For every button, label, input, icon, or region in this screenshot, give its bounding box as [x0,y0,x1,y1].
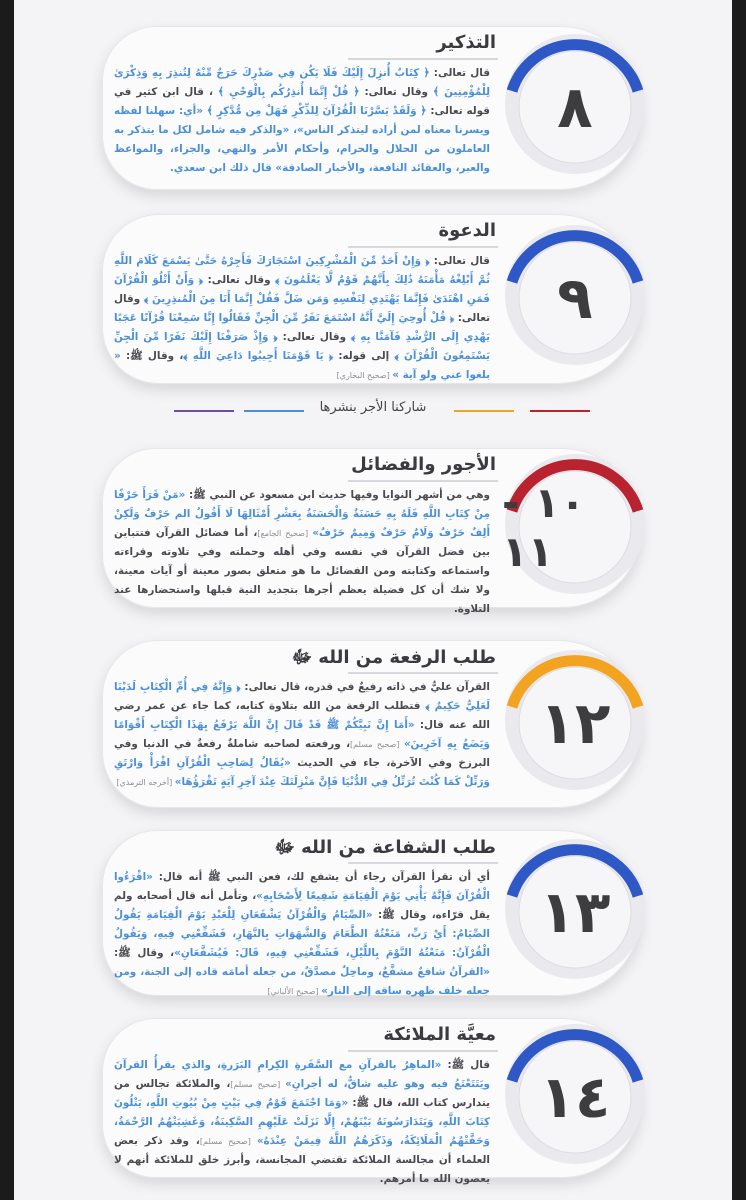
quote-text: «مَنْ قَرَأَ حَرْفًا مِنْ كِتَابِ اللَّهِ فَلَهُ بِهِ حَسَنَةٌ وَالْحَسَنَةُ بِعَشْرِ أَمْثَالِهَا لَا أَقُولُ الم حَرْفٌ وَلَكِنْ أَلِفٌ حَرْفٌ وَلَامٌ حَرْفٌ وَمِيمٌ حَرْفٌ» [114,489,491,539]
quote-text: ﴿ يَا قَوْمَنَا أَجِيبُوا دَاعِيَ اللَّهِ ﴾ [183,350,334,362]
section-body [114,64,490,178]
quote-text: « بلغوا عني ولو آية » [114,350,490,381]
body-text: إلى قوله: [333,350,395,362]
body-text: ، قال ابن كثير في قوله تعالى: [114,86,490,117]
section-title: التذكير [436,32,496,53]
body-text: ، ورفعته لصاحبه شاملةٌ رفعةٌ في الدنيا وفي البرزخ وفي الآخرة، جاء في الحديث [114,738,490,769]
source-reference: [صحيح مسلم] [350,740,404,749]
number-badge [502,1021,648,1167]
source-reference: [صحيح الجامع] [257,529,313,538]
title-underline [348,246,498,248]
quote-text: ﴿ قُلْ أُوحِيَ إِلَيَّ أَنَّهُ اسْتَمَعَ نَفَرٌ مِّنَ الْجِنِّ فَقَالُوا إِنَّا سَمِعْنَا قُرْآنًا عَجَبًا يَهْدِي إِلَى الرُّشْدِ فَآمَنَّا بِهِ ﴾ [114,312,490,343]
source-reference: [صحيح الألباني] [267,987,322,996]
share-divider [14,398,732,422]
section-card [102,26,642,190]
screen-frame-left [0,0,14,1200]
quote-text: ﴿ وَإِذْ صَرَفْنَا إِلَيْكَ نَفَرًا مِّنَ الْجِنِّ يَسْتَمِعُونَ الْقُرْآنَ ﴾ [114,331,490,362]
title-underline [348,480,498,482]
quote-text: «اقْرَءُوا الْقُرْآنَ فَإِنَّهُ يَأْتِي يَوْمَ الْقِيَامَةِ شَفِيعًا لِأَصْحَابِهِ» [114,871,490,902]
quote-text: «الصِّيَامُ وَالْقُرْآنُ يَشْفَعَانِ لِلْعَبْدِ يَوْمَ الْقِيَامَةِ يَقُولُ الصِّيَامُ: أَيْ رَبِّ، مَنَعْتُهُ الطَّعَامَ وَالشَّهَوَاتِ بِالنَّهَارِ، فَشَفِّعْنِي فِيهِ، وَيَقُولُ الْقُرْآنُ: مَنَعْتُهُ النَّوْمَ بِاللَّيْلِ، فَشَفِّعْنِي فِيهِ، قَالَ: فَيُشَفَّعَانِ» [114,909,490,959]
title-underline [348,58,498,60]
body-text: وقال تعالى: [114,293,490,324]
title-underline [348,1050,498,1052]
body-text: ، وقال ﷺ: [120,350,184,362]
quote-text: «وَمَا اجْتَمَعَ قَوْمٌ فِي بَيْتٍ مِنْ بُيُوتِ اللَّهِ، يَتْلُونَ كِتَابَ اللَّهِ، وَيَتَدَارَسُونَهُ بَيْنَهُمْ، إِلَّا نَزَلَتْ عَلَيْهِمِ السَّكِينَةُ، وَغَشِيَتْهُمُ الرَّحْمَةُ، وَحَفَّتْهُمُ الْمَلَائِكَةُ، وَذَكَرَهُمُ اللَّهُ فِيمَنْ عِنْدَهُ» [114,1097,490,1147]
title-underline [348,672,498,674]
body-text: وهي من أشهر النوايا وفيها حديث ابن مسعود عن النبي ﷺ: [185,489,491,501]
number-badge [502,451,648,597]
body-text: ، والملائكة تجالس من يتدارس كتاب الله، قال ﷺ: [114,1078,491,1109]
quote-text: ﴿ كِتَابٌ أُنزِلَ إِلَيْكَ فَلَا يَكُن فِي صَدْرِكَ حَرَجٌ مِّنْهُ لِتُنذِرَ بِهِ وَذِكْرَىٰ لِلْمُؤْمِنِينَ ﴾ [114,67,491,98]
quote-text: «أَمَا إِنَّ نَبِيَّكُمْ ﷺ قَدْ قَالَ إِنَّ اللَّهَ يَرْفَعُ بِهَذَا الْكِتَابِ أَقْوَامًا وَيَضَعُ بِهِ آخَرِينَ» [114,719,490,750]
quote-text: «أي: سهلنا لفظه ويسرنا معناه لمن أراده ليتذكر الناس»، «والذكر فيه شامل لكل ما يتذكر به العاملون من الحلال والحرام، وأحكام الأمر والنهي، والجزاء، والمواعظ والعبر، والعقائد النافعة، والأخبار الصادقة» قال ذلك ابن سعدي. [114,105,490,174]
number-badge [502,647,648,793]
source-reference: [صحيح مسلم] [230,1080,286,1089]
quote-text: ﴿ وَإِنْ أَحَدٌ مِّنَ الْمُشْرِكِينَ اسْتَجَارَكَ فَأَجِرْهُ حَتَّىٰ يَسْمَعَ كَلَامَ اللَّهِ ثُمَّ أَبْلِغْهُ مَأْمَنَهُ ذَٰلِكَ بِأَنَّهُمْ قَوْمٌ لَّا يَعْلَمُونَ ﴾ [114,255,491,286]
number-badge [502,222,648,368]
section-title: طلب الرفعة من الله ﷻ [291,647,496,668]
source-reference: [صحيح مسلم] [199,1137,257,1146]
source-reference: [أخرجه الترمذي] [116,778,175,787]
section-title: الأجور والفضائل [351,454,496,475]
divider-line-red [530,410,590,412]
divider-line-orange [454,410,514,412]
body-text: ، وقال ﷺ: [114,947,175,959]
body-text: ، وقد ذكر بعض العلماء أن مجالسة الملائكة تقتضي المجانسة، وأبرز خلق للملائكة أنهم لا يعصون الله ما أمرهم. [114,1135,490,1185]
section-number: ١٤ [539,1063,611,1131]
quote-text: «القرآنُ شافعٌ مشفَّعٌ، وماحِلٌ مصدَّقٌ، من جعله أمامَه قاده إلى الجنة، ومن جعله خلف ظهره ساقه إلى النار» [114,966,490,997]
body-text: فتطلب الرفعة من الله بتلاوة كتابه، كما جاء عن عمر رضي الله عنه قال: [114,700,490,731]
title-underline [348,862,498,864]
section-body [114,1056,490,1189]
section-card [102,1018,642,1185]
quote-text: ﴿ قُلْ إِنَّمَا أُنذِرُكُم بِالْوَحْيِ ﴾ [217,86,360,98]
section-number: ١٣ [539,878,611,946]
body-text: قال تعالى: [429,67,490,79]
body-text: قال تعالى: [429,255,490,267]
number-badge [502,31,648,177]
body-text: قال ﷺ: [441,1059,491,1071]
section-number: ١٢ [539,689,611,757]
body-text: ، وتأمل أنه قال أصحابه ولم يقل قرّاءه، وقال ﷺ: [114,890,491,921]
section-body [114,486,490,619]
quote-text: ﴿ وَإِنَّهُ فِي أُمِّ الْكِتَابِ لَدَيْنَا لَعَلِيٌّ حَكِيمٌ ﴾ [114,681,490,712]
section-card [102,640,642,808]
section-number: ٩ [557,264,593,332]
section-body [114,252,490,385]
section-card [102,214,642,384]
quote-text: «يُقَالُ لِصَاحِبِ الْقُرْآنِ اقْرَأْ وَارْتَقِ وَرَتِّلْ كَمَا كُنْتَ تُرَتِّلُ فِي الدُّنْيَا فَإِنَّ مَنْزِلَتَكَ عِنْدَ آخِرِ آيَةٍ تَقْرَؤُهَا» [114,757,490,788]
body-text: أي أن تقرأ القرآن رجاء أن يشفع لك، فعن النبي ﷺ أنه قال: [152,871,490,883]
body-text: وقال تعالى: [359,86,433,98]
section-number: ١٠ - ١١ [502,478,586,576]
section-card [102,830,642,996]
section-title: طلب الشفاعة من الله ﷻ [274,837,496,858]
section-card [102,448,642,615]
quote-text: ﴿ وَلَقَدْ يَسَّرْنَا الْقُرْآنَ لِلذِّكْرِ فَهَلْ مِن مُّدَّكِرٍ ﴾ [206,105,427,117]
screen-frame-right [732,0,746,1200]
section-title: معيَّة الملائكة [383,1024,496,1045]
share-label: شاركنا الأجر بنشرها [319,400,427,415]
body-text: وقال تعالى: [202,274,276,286]
source-reference: [صحيح البخاري] [336,371,393,380]
section-body [114,868,490,1001]
body-text: القرآن عليٌّ في ذاته رفيعٌ في قدره، قال تعالى: [240,681,490,693]
number-badge [502,836,648,982]
body-text: ، أما فضائل القرآن فتتباين بين فضل القرآن في نفسه وفي أهله وحملته وفي تلاوته وقراءته واستماعه وكتابته ومن الفضائل ما هو متعلق بصور معينة أو آيات معينة، ولا شك أن كل فضيلة يعظم أجرها بتجديد النية قبلها واستحضارها عند التلاوة. [114,527,490,615]
quote-text: «الماهِرُ بالقرآنِ مع السَّفَرةِ الكِرامِ البَرَرةِ، والذي يقرأُ القرآنَ ويَتَتَعْتَعُ فيه وهو عليه شاقٌّ، له أجرانِ» [114,1059,490,1090]
section-title: الدعوة [438,220,496,241]
quote-text: ﴿ وَأَنْ أَتْلُوَ الْقُرْآنَ فَمَنِ اهْتَدَىٰ فَإِنَّمَا يَهْتَدِي لِنَفْسِهِ وَمَن ضَلَّ فَقُلْ إِنَّمَا أَنَا مِنَ الْمُنذِرِينَ ﴾ [114,274,490,305]
section-number: ٨ [557,73,593,141]
section-body [114,678,490,792]
body-text: وقال تعالى: [277,331,352,343]
